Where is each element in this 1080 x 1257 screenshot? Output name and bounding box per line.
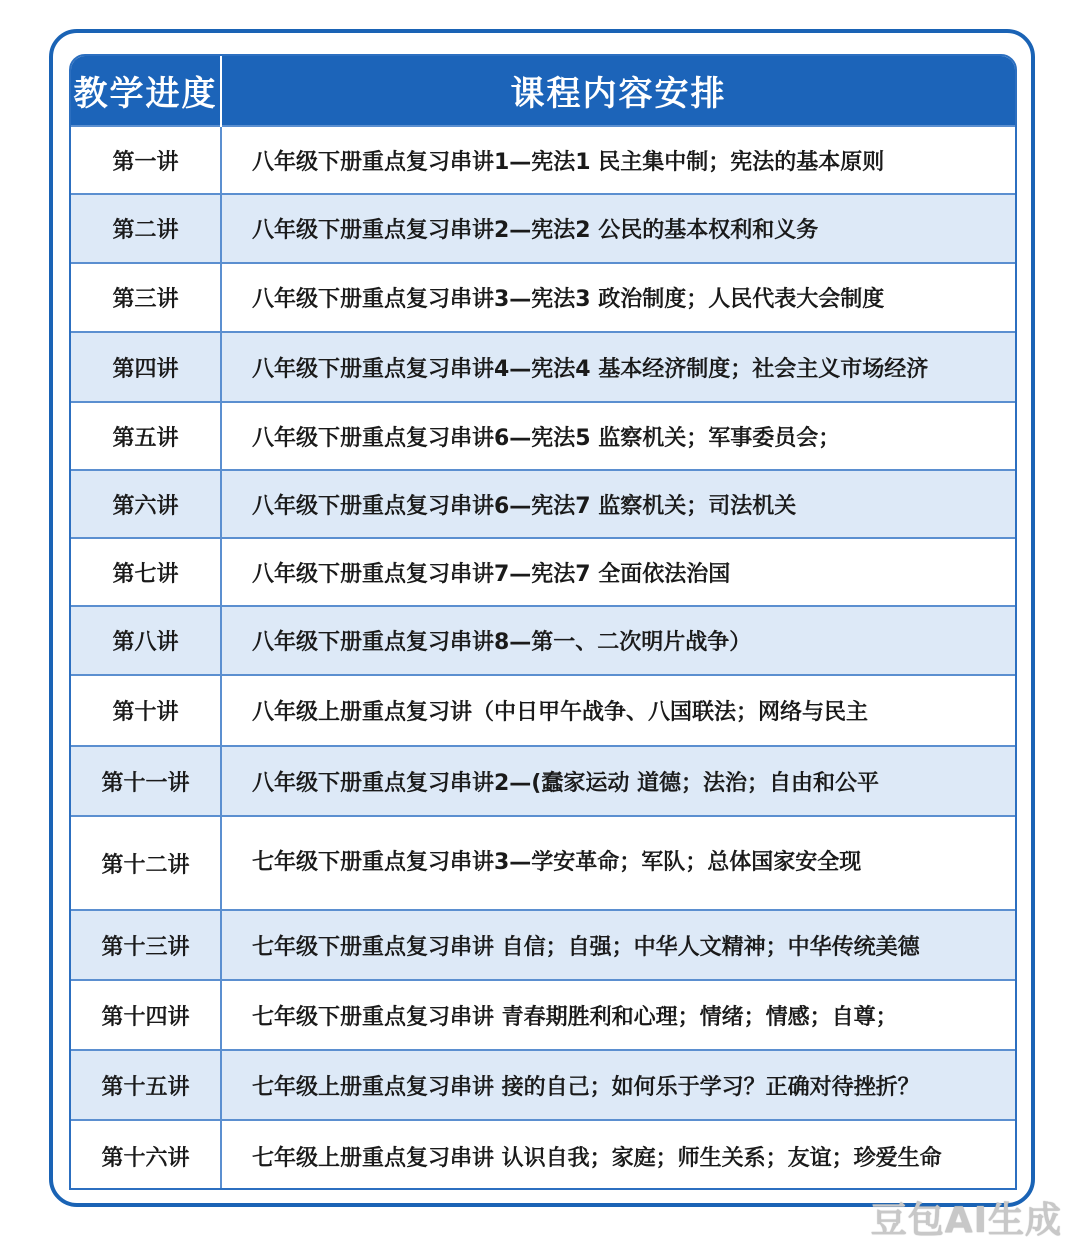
lecture-cell: 第三讲 [71,263,221,332]
schedule-table-container [69,54,1017,1190]
table-row [71,194,1015,263]
content-cell: 八年级下册重点复习串讲8—第一、二次明片战争） [221,606,1015,675]
table-row [71,980,1015,1050]
lecture-cell: 第十二讲 [71,816,221,910]
table-row [71,538,1015,606]
content-cell: 八年级下册重点复习串讲2—宪法2 公民的基本权利和义务 [221,194,1015,263]
table-header-row [71,56,1015,126]
lecture-cell: 第八讲 [71,606,221,675]
content-cell: 八年级下册重点复习串讲4—宪法4 基本经济制度；社会主义市场经济 [221,332,1015,402]
table-row [71,402,1015,470]
content-cell: 七年级下册重点复习串讲3—学安革命；军队；总体国家安全现 [221,816,1015,910]
content-cell: 七年级上册重点复习串讲 接的自己；如何乐于学习？正确对待挫折？ [221,1050,1015,1120]
table-row [71,675,1015,746]
content-cell: 八年级下册重点复习串讲7—宪法7 全面依法治国 [221,538,1015,606]
lecture-cell: 第十一讲 [71,746,221,816]
content-cell: 八年级下册重点复习串讲2—(蠢家运动 道德；法治；自由和公平 [221,746,1015,816]
content-cell: 八年级下册重点复习串讲6—宪法5 监察机关；军事委员会； [221,402,1015,470]
table-row [71,1050,1015,1120]
table-row [71,746,1015,816]
lecture-cell: 第一讲 [71,126,221,194]
lecture-cell: 第十讲 [71,675,221,746]
table-row [71,126,1015,194]
lecture-cell: 第二讲 [71,194,221,263]
table-row [71,606,1015,675]
lecture-cell: 第六讲 [71,470,221,538]
lecture-cell: 第十五讲 [71,1050,221,1120]
lecture-cell: 第十六讲 [71,1120,221,1190]
lecture-cell: 第四讲 [71,332,221,402]
lecture-cell: 第五讲 [71,402,221,470]
content-cell: 八年级下册重点复习串讲6—宪法7 监察机关；司法机关 [221,470,1015,538]
table-row [71,1120,1015,1190]
table-row [71,910,1015,980]
table-row [71,332,1015,402]
content-cell: 八年级上册重点复习讲（中日甲午战争、八国联法；网络与民主 [221,675,1015,746]
table-row [71,470,1015,538]
lecture-cell: 第十三讲 [71,910,221,980]
watermark-label: 豆包AI生成 [870,1200,1062,1241]
content-cell: 七年级下册重点复习串讲 自信；自强；中华人文精神；中华传统美德 [221,910,1015,980]
table-row [71,816,1015,910]
content-cell: 七年级上册重点复习串讲 认识自我；家庭；师生关系；友谊；珍爱生命 [221,1120,1015,1190]
table-row [71,263,1015,332]
content-cell: 八年级下册重点复习串讲1—宪法1 民主集中制；宪法的基本原则 [221,126,1015,194]
content-cell: 八年级下册重点复习串讲3—宪法3 政治制度；人民代表大会制度 [221,263,1015,332]
header-content: 课程内容安排 [221,56,1015,126]
header-progress: 教学进度 [71,56,221,126]
content-cell: 七年级下册重点复习串讲 青春期胜利和心理；情绪；情感；自尊； [221,980,1015,1050]
schedule-table [71,56,1015,1190]
lecture-cell: 第七讲 [71,538,221,606]
lecture-cell: 第十四讲 [71,980,221,1050]
